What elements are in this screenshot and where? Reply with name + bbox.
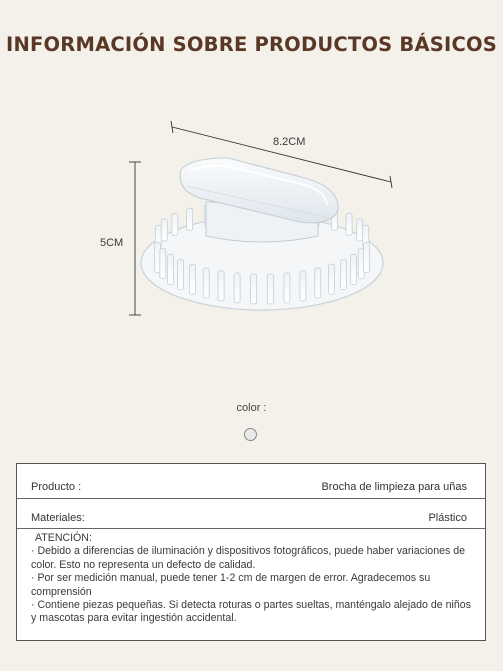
row-divider — [17, 498, 485, 499]
page-title: INFORMACIÓN SOBRE PRODUCTOS BÁSICOS — [6, 33, 497, 56]
note-item: · Por ser medición manual, puede tener 1-2 cm de margen de error. Agradecemos su comprensión — [31, 572, 431, 598]
notes-heading: ATENCIÓN: — [35, 532, 92, 544]
product-row — [17, 469, 485, 501]
color-swatch-clear[interactable] — [244, 428, 257, 441]
nail-brush-illustration — [141, 158, 383, 310]
product-key: Producto : — [31, 481, 82, 493]
product-info-table — [16, 463, 486, 641]
note-item: · Contiene piezas pequeñas. Si detecta roturas o partes sueltas, manténgalo alejado de niños y mascotas para evitar ingestión accidental. — [31, 599, 471, 625]
materials-value: Plástico — [428, 512, 467, 524]
height-label: 5CM — [100, 237, 124, 249]
note-item: · Debido a diferencias de iluminación y dispositivos fotográficos, puede haber variaciones de color. Esto no representa un defecto de calidad. — [31, 545, 466, 571]
product-value: Brocha de limpieza para uñas — [321, 481, 467, 493]
row-divider — [17, 528, 485, 529]
attention-notes — [31, 532, 479, 626]
height-dimension-line — [129, 162, 141, 315]
materials-key: Materiales: — [31, 512, 85, 524]
color-label: color : — [236, 402, 267, 414]
width-label: 8.2CM — [273, 136, 306, 148]
